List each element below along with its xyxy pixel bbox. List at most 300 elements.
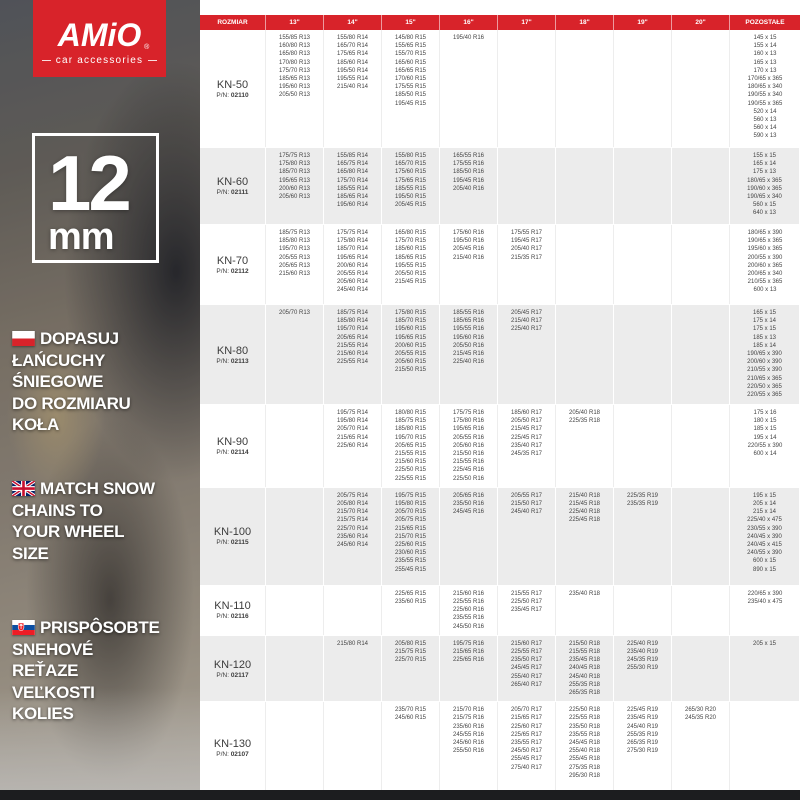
tire-size: 175/55 R16	[452, 161, 485, 168]
tire-size: 195/60 R16	[452, 334, 485, 341]
tire-size: 195/50 R16	[452, 238, 485, 245]
tire-size: 225/50 R16	[452, 475, 485, 482]
tire-size: 215/35 R17	[510, 254, 543, 261]
thickness-value: 12	[48, 139, 129, 227]
sizes-cell-17in	[498, 305, 556, 404]
sizes-cell-13in	[266, 305, 324, 404]
tire-size: 205/60 R16	[452, 442, 485, 449]
sizes-cell-14in	[324, 405, 382, 487]
tire-size: 185/60 R14	[336, 59, 369, 66]
tire-size: 520 x 14	[753, 108, 777, 115]
table-row-kn-90	[200, 405, 800, 488]
tire-size: 165/55 R16	[452, 153, 485, 159]
sizes-cell-16in	[440, 702, 498, 793]
sizes-cell-pozostale	[730, 586, 800, 635]
model-name: KN-90	[216, 435, 249, 448]
tire-size: 190/65 x 390	[747, 351, 782, 358]
tire-size: 195/75 R16	[452, 640, 485, 647]
sizes-cell-17in	[498, 148, 556, 224]
table-row-kn-130	[200, 702, 800, 794]
tire-size: 205/75 R15	[394, 517, 427, 524]
sizes-cell-18in	[556, 586, 614, 635]
lang-line: SNEHOVÉ	[12, 639, 94, 659]
sizes-cell-17in	[498, 405, 556, 487]
tire-size: 200/55 x 390	[747, 254, 783, 261]
tire-size: 235/50 R16	[452, 501, 485, 508]
tire-size: 175 x 13	[752, 169, 777, 176]
tire-size: 195/60 x 365	[747, 246, 783, 253]
tire-size: 240/45 x 415	[747, 542, 782, 549]
tire-size: 205/60 R14	[336, 279, 369, 286]
tire-size: 215/55 R17	[510, 590, 543, 597]
registered-mark: ®	[144, 44, 150, 51]
tire-size: 185/75 R14	[336, 310, 369, 316]
tire-size: 235/45 R18	[568, 657, 601, 664]
model-cell	[200, 636, 266, 701]
tire-size: 225/60 R16	[452, 607, 485, 614]
model-name: KN-100	[213, 526, 252, 539]
tire-size: 185/55 R14	[336, 185, 369, 192]
tire-size: 195/65 R16	[452, 426, 485, 433]
sizes-cell-16in	[440, 488, 498, 585]
model-name: KN-130	[213, 737, 252, 750]
tire-size: 195/65 R13	[278, 177, 311, 184]
tire-size: 195/65 R15	[394, 334, 427, 341]
tire-size: 225/55 R15	[394, 475, 427, 482]
sizes-cell-13in	[266, 30, 324, 147]
model-name: KN-60	[216, 176, 249, 188]
tire-size: 590 x 13	[753, 133, 777, 140]
column-header: 17"	[498, 15, 556, 30]
tire-size: 155/85 R14	[336, 153, 369, 159]
tire-size: 255/35 R19	[626, 731, 659, 738]
tire-size: 195/60 R13	[278, 84, 311, 91]
tire-size: 180 x 15	[753, 418, 777, 425]
tire-size: 195/80 R15	[394, 501, 427, 508]
tire-size: 235/45 R17	[510, 607, 543, 614]
sizes-cell-20in	[672, 225, 730, 304]
tire-size: 145 x 15	[753, 35, 777, 41]
sizes-cell-15in	[382, 305, 440, 404]
sizes-cell-18in	[556, 702, 614, 793]
part-number: P/N: 02107	[216, 750, 249, 758]
tire-size: 225/50 R15	[394, 467, 427, 474]
tire-size: 235/55 R15	[394, 558, 427, 565]
sizes-cell-15in	[382, 225, 440, 304]
column-header: 13"	[266, 15, 324, 30]
tire-size: 215/40 R16	[452, 254, 485, 261]
model-name: KN-110	[214, 600, 251, 613]
sizes-cell-17in	[498, 30, 556, 147]
tire-size: 215/80 R14	[336, 640, 369, 647]
tire-size: 185/80 R13	[278, 238, 311, 245]
tire-size: 225/35 R19	[626, 492, 659, 499]
tire-size: 195/55 R16	[452, 326, 485, 333]
tire-size: 205/65 R15	[394, 442, 427, 449]
tire-size: 195/55 R15	[394, 262, 427, 269]
tire-size: 240/45 R18	[568, 665, 601, 672]
tire-size: 220/55 x 390	[747, 442, 783, 449]
tire-size: 190/65 x 340	[747, 194, 782, 201]
tire-size: 185/80 R15	[394, 426, 427, 433]
tire-size: 185/80 R14	[336, 318, 369, 325]
tire-size: 165/70 R15	[394, 161, 427, 168]
tire-size: 195/40 R16	[452, 35, 485, 41]
tire-size: 185/70 R15	[394, 318, 427, 325]
tire-size: 195/75 R14	[336, 410, 369, 416]
tire-size: 180/80 R15	[394, 410, 427, 416]
tire-size: 215/60 R13	[278, 271, 311, 278]
tire-size: 215/70 R16	[452, 707, 485, 714]
tire-size: 205/65 R14	[336, 334, 369, 341]
part-number: P/N: 02113	[216, 357, 249, 365]
tire-size: 175/65 R14	[336, 51, 369, 58]
tire-size: 195/70 R13	[278, 246, 311, 253]
tire-size: 265/35 R18	[568, 690, 601, 697]
tire-size: 155/80 R14	[336, 35, 369, 41]
brand-name: AMiO ®	[57, 17, 150, 53]
tire-size: 190/55 x 340	[747, 92, 783, 99]
tire-size: 145/80 R15	[394, 35, 427, 41]
tire-size: 235/60 R16	[452, 723, 485, 730]
tire-size: 205/50 R13	[278, 92, 311, 99]
tire-size: 205/40 R17	[510, 246, 543, 253]
tire-size: 215/40 R18	[568, 492, 601, 499]
tire-size: 205/55 R14	[336, 271, 369, 278]
tire-size: 275/40 R17	[510, 764, 543, 771]
tire-size: 205/70 R15	[394, 509, 427, 516]
tire-size: 175/80 R15	[394, 310, 427, 316]
tire-size: 205/50 R17	[510, 418, 543, 425]
tire-size: 225/55 R14	[336, 359, 369, 366]
tire-size: 205/55 R13	[278, 254, 311, 261]
lang-line: ŚNIEGOWE	[12, 372, 104, 391]
tire-size: 185/70 R13	[278, 169, 311, 176]
tire-size: 225/55 R17	[510, 649, 543, 656]
tire-size: 175/80 R16	[452, 418, 485, 425]
tire-size: 195/50 R15	[394, 194, 427, 201]
tire-size: 205/45 R16	[452, 246, 485, 253]
sizes-cell-16in	[440, 586, 498, 635]
tire-size: 185/65 R16	[452, 318, 485, 325]
tire-size: 210/55 x 390	[747, 367, 782, 374]
poland-flag-icon	[12, 331, 35, 346]
tire-size: 215/60 R16	[452, 590, 485, 597]
tire-size: 195/80 R14	[336, 418, 369, 425]
sizes-cell-19in	[614, 405, 672, 487]
photo-sidebar	[0, 0, 200, 800]
tire-size: 210/65 x 365	[747, 375, 782, 382]
tire-size: 215/40 R14	[336, 84, 369, 91]
table-row-kn-70	[200, 225, 800, 305]
sizes-cell-pozostale	[730, 30, 800, 147]
tire-size: 175/55 R17	[510, 230, 543, 236]
tire-size: 230/55 x 390	[747, 525, 782, 532]
tire-size: 205/80 R14	[336, 501, 369, 508]
tire-size: 185/50 R15	[394, 92, 427, 99]
sizes-cell-16in	[440, 305, 498, 404]
tire-size: 185/60 R17	[510, 410, 543, 416]
sizes-cell-16in	[440, 30, 498, 147]
tire-size: 215/50 R16	[452, 451, 485, 458]
tire-size: 205 x 14	[752, 501, 777, 508]
lang-line: KOŁA	[12, 415, 59, 434]
sizes-cell-20in	[672, 305, 730, 404]
tire-size: 215/65 R14	[336, 434, 369, 441]
tire-size: 155 x 15	[752, 153, 777, 159]
table-row-kn-110	[200, 586, 800, 636]
part-number: P/N: 02117	[216, 671, 249, 679]
tire-size: 215/50 R15	[394, 367, 427, 374]
sizes-cell-19in	[614, 586, 672, 635]
table-row-kn-80	[200, 305, 800, 405]
tire-size: 195/70 R14	[336, 326, 369, 333]
sizes-cell-19in	[614, 702, 672, 793]
tire-size: 245/40 R14	[336, 287, 369, 294]
tire-size: 205/70 R14	[336, 426, 369, 433]
model-cell	[200, 305, 266, 404]
tire-size: 205/55 R17	[510, 492, 543, 499]
lang-line: DOPASUJ	[12, 328, 131, 350]
tire-size: 225/65 R17	[510, 731, 543, 738]
tire-size: 215/75 R15	[394, 649, 427, 656]
sizes-cell-13in	[266, 702, 324, 793]
tire-size: 215/60 R17	[510, 640, 543, 647]
tire-size: 240/55 x 390	[747, 550, 782, 557]
sizes-cell-20in	[672, 30, 730, 147]
bottom-bar	[0, 790, 800, 800]
column-header: 15"	[382, 15, 440, 30]
model-cell	[200, 488, 266, 585]
sizes-cell-15in	[382, 702, 440, 793]
tire-size: 225/60 R17	[510, 723, 543, 730]
sizes-cell-18in	[556, 636, 614, 701]
sizes-cell-20in	[672, 636, 730, 701]
tire-size: 255/30 R19	[626, 665, 659, 672]
sizes-cell-17in	[498, 702, 556, 793]
tire-size: 225/70 R15	[394, 657, 427, 664]
tire-size: 180/65 x 340	[747, 84, 783, 91]
tire-size: 220/50 x 365	[747, 383, 782, 390]
sizes-cell-18in	[556, 225, 614, 304]
tire-size: 255/45 R15	[394, 566, 427, 573]
tire-size: 245/60 R14	[336, 542, 369, 549]
tire-size: 235/35 R19	[626, 501, 659, 508]
model-name: KN-80	[216, 344, 249, 357]
sizes-cell-16in	[440, 405, 498, 487]
tire-size: 225/55 R16	[452, 599, 485, 606]
tire-size: 185/60 R15	[394, 246, 427, 253]
tire-size: 175/75 R14	[336, 230, 369, 236]
sizes-cell-14in	[324, 30, 382, 147]
model-cell	[200, 405, 266, 487]
sizes-cell-19in	[614, 488, 672, 585]
tire-size: 215 x 14	[752, 509, 777, 516]
tire-size: 225/60 R15	[394, 542, 427, 549]
tire-size: 185/70 R14	[336, 246, 369, 253]
sizes-cell-14in	[324, 225, 382, 304]
tire-size: 245/60 R16	[452, 740, 485, 747]
tire-size: 215/45 R17	[510, 426, 543, 433]
tire-size: 205/45 R15	[394, 202, 427, 209]
tire-size: 265/35 R19	[626, 740, 659, 747]
sizes-cell-19in	[614, 148, 672, 224]
sizes-cell-18in	[556, 305, 614, 404]
tire-size: 200/60 R14	[336, 262, 369, 269]
tire-size: 185 x 15	[753, 426, 777, 433]
tire-size: 160 x 13	[753, 51, 777, 58]
tire-size: 205/75 R14	[336, 492, 369, 499]
model-cell	[200, 148, 266, 224]
tire-size: 205/55 R16	[452, 434, 485, 441]
sizes-cell-13in	[266, 488, 324, 585]
lang-line: MATCH SNOW	[12, 478, 155, 500]
part-number: P/N: 02115	[216, 539, 249, 547]
tire-size: 175 x 14	[752, 318, 777, 325]
tire-size: 235/40 R19	[626, 649, 659, 656]
tire-size: 225/50 R18	[568, 707, 601, 714]
tire-size: 185/65 R14	[336, 194, 369, 201]
column-header: 19"	[614, 15, 672, 30]
table-row-kn-60	[200, 148, 800, 225]
tire-size: 205/65 R16	[452, 492, 485, 499]
sizes-cell-pozostale	[730, 702, 800, 793]
tire-size: 230/60 R15	[394, 550, 427, 557]
lang-line: YOUR WHEEL	[12, 522, 125, 541]
tire-size: 215/45 R16	[452, 351, 485, 358]
tire-size: 180/65 x 390	[747, 230, 783, 236]
column-header: 18"	[556, 15, 614, 30]
tire-size: 215/45 R18	[568, 501, 601, 508]
tire-size: 165/75 R14	[336, 161, 369, 168]
sizes-cell-13in	[266, 148, 324, 224]
column-header: 16"	[440, 15, 498, 30]
sizes-cell-20in	[672, 702, 730, 793]
tire-size: 255/40 R18	[568, 748, 601, 755]
tire-size: 205/65 R13	[278, 262, 311, 269]
tire-size: 225/40 R16	[452, 359, 485, 366]
tire-size: 205/70 R13	[278, 310, 311, 316]
tire-size: 195/60 R14	[336, 202, 369, 209]
chains-size-table	[200, 15, 800, 794]
tire-size: 235/40 x 475	[747, 599, 783, 606]
uk-flag-icon	[12, 481, 35, 496]
tire-size: 165/70 R14	[336, 43, 369, 50]
tire-size: 215/60 R15	[394, 459, 427, 466]
column-header: 20"	[672, 15, 730, 30]
lang-block-sk	[12, 617, 160, 725]
sizes-cell-pozostale	[730, 488, 800, 585]
tire-size: 175/80 R13	[278, 161, 311, 168]
tire-size: 220/55 x 365	[747, 392, 782, 399]
tire-size: 240/45 x 390	[747, 533, 782, 540]
tire-size: 245/50 R17	[510, 748, 543, 755]
tire-size: 600 x 14	[753, 451, 777, 458]
tire-size: 185/50 R16	[452, 169, 485, 176]
tire-size: 205/40 R18	[568, 410, 601, 416]
tire-size: 245/35 R20	[684, 715, 717, 722]
part-number: P/N: 02111	[216, 189, 249, 196]
sizes-cell-pozostale	[730, 148, 800, 224]
tire-size: 215/50 R17	[510, 501, 543, 508]
tire-size: 165 x 13	[753, 59, 777, 66]
tire-size: 195/75 R15	[394, 492, 427, 499]
sizes-cell-19in	[614, 30, 672, 147]
sizes-cell-15in	[382, 488, 440, 585]
tire-size: 220/65 x 390	[747, 590, 783, 597]
sizes-cell-16in	[440, 636, 498, 701]
tire-size: 195/70 R15	[394, 434, 427, 441]
tire-size: 180/65 x 365	[747, 177, 782, 184]
sizes-cell-15in	[382, 586, 440, 635]
tire-size: 225/45 R16	[452, 467, 485, 474]
model-name: KN-50	[216, 78, 249, 91]
sizes-cell-14in	[324, 148, 382, 224]
tire-size: 190/60 x 365	[747, 185, 782, 192]
sizes-cell-15in	[382, 148, 440, 224]
tire-size: 170/65 x 365	[747, 76, 783, 83]
sizes-cell-13in	[266, 586, 324, 635]
part-number: P/N: 02110	[216, 91, 249, 99]
tire-size: 600 x 15	[752, 558, 777, 565]
tire-size: 205/80 R15	[394, 640, 427, 647]
tire-size: 225/40 x 475	[747, 517, 782, 524]
tire-size: 205/45 R17	[510, 310, 543, 316]
tire-size: 165/80 R14	[336, 169, 369, 176]
table-row-kn-100	[200, 488, 800, 586]
tire-size: 175/75 R16	[452, 410, 485, 416]
tire-size: 245/40 R18	[568, 673, 601, 680]
tire-size: 640 x 13	[752, 210, 777, 217]
tire-size: 225/45 R18	[568, 517, 601, 524]
tire-size: 155/85 R13	[278, 35, 311, 41]
sizes-cell-19in	[614, 305, 672, 404]
tire-size: 225/65 R16	[452, 657, 485, 664]
thickness-unit: mm	[48, 215, 114, 258]
tire-size: 245/45 R17	[510, 665, 543, 672]
tire-size: 165/80 R13	[278, 51, 311, 58]
tire-size: 215/75 R14	[336, 517, 369, 524]
tire-size: 175/60 R16	[452, 230, 485, 236]
tire-size: 235/50 R18	[568, 723, 601, 730]
tire-size: 215/65 R16	[452, 649, 485, 656]
tire-size: 235/55 R16	[452, 615, 485, 622]
tire-size: 215/50 R18	[568, 640, 601, 647]
tire-size: 890 x 15	[752, 566, 777, 573]
tire-size: 215/55 R18	[568, 649, 601, 656]
tire-size: 175/70 R13	[278, 67, 311, 74]
tire-size: 560 x 13	[753, 117, 777, 124]
tire-size: 235/55 R18	[568, 731, 601, 738]
tire-size: 205/70 R17	[510, 707, 543, 714]
tire-size: 205/50 R15	[394, 271, 427, 278]
tire-size: 175/65 R15	[394, 177, 427, 184]
tire-size: 235/40 R18	[568, 590, 601, 597]
tire-size: 195 x 14	[753, 434, 777, 441]
sizes-cell-20in	[672, 148, 730, 224]
tire-size: 265/40 R17	[510, 681, 543, 688]
sizes-cell-15in	[382, 636, 440, 701]
sizes-cell-14in	[324, 586, 382, 635]
tire-size: 235/70 R15	[394, 707, 427, 714]
brand-logo	[33, 0, 166, 77]
lang-line: KOLIES	[12, 704, 74, 723]
sizes-cell-13in	[266, 636, 324, 701]
sizes-cell-20in	[672, 488, 730, 585]
tire-size: 185/75 R13	[278, 230, 311, 236]
tire-size: 165/80 R15	[394, 230, 427, 236]
tire-size: 560 x 14	[753, 125, 777, 132]
